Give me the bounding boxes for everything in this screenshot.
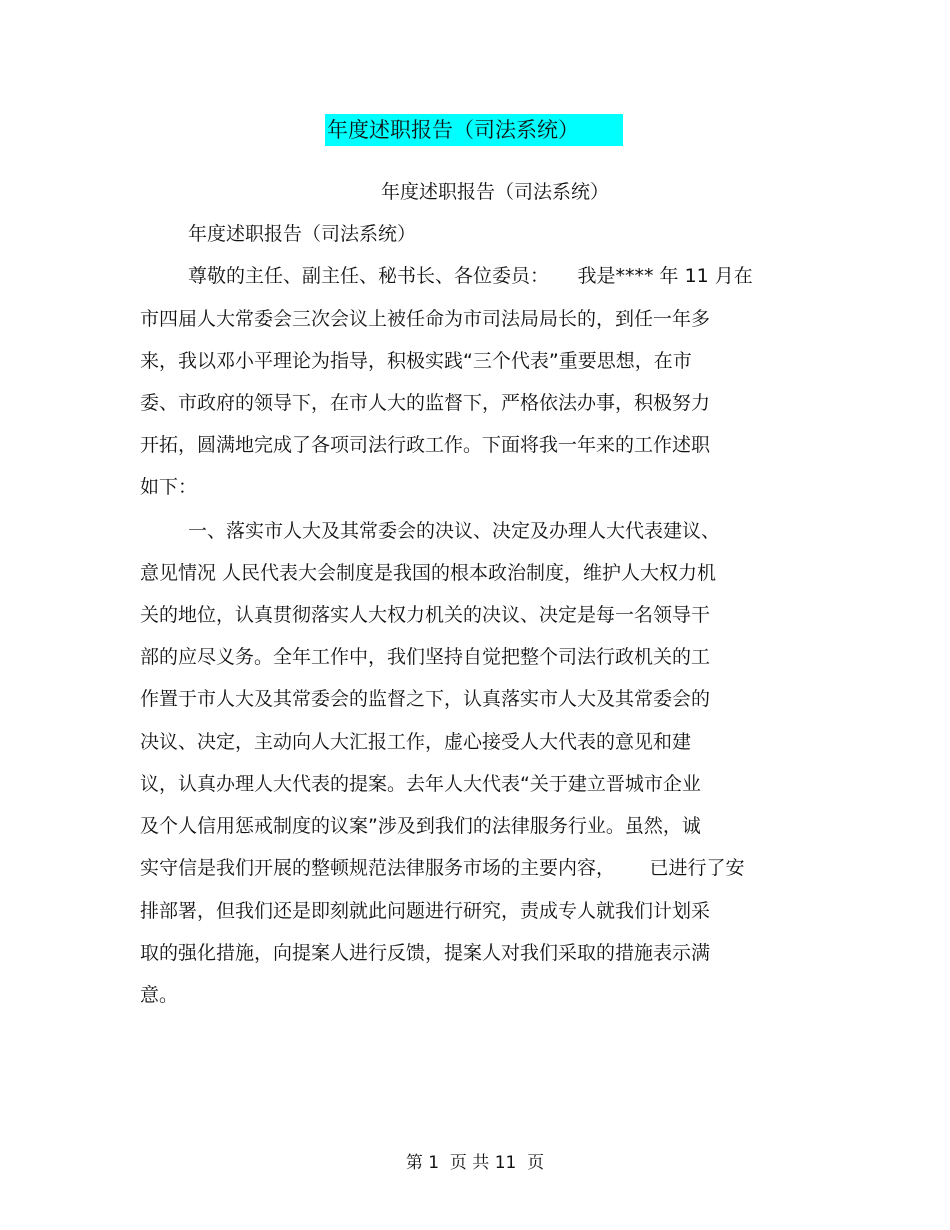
body-line: 及个人信用惩戒制度的议案”涉及到我们的法律服务行业。虽然，诚 [140, 815, 701, 837]
body-line: 委、市政府的领导下，在市人大的监督下，严格依法办事，积极努力 [140, 392, 711, 414]
body-line: 尊敬的主任、副主任、秘书长、各位委员： 我是**** 年 11 月在 [188, 265, 753, 287]
body-line: 意。 [140, 984, 179, 1006]
body-line: 关的地位，认真贯彻落实人大权力机关的决议、决定是每一名领导干 [140, 604, 711, 626]
body-line: 作置于市人大及其常委会的监督之下，认真落实市人大及其常委会的 [140, 688, 711, 710]
body-line: 来，我以邓小平理论为指导，积极实践“三个代表”重要思想，在市 [140, 350, 692, 372]
body-line: 市四届人大常委会三次会议上被任命为市司法局局长的，到任一年多 [140, 308, 711, 330]
highlighted-title: 年度述职报告（司法系统） [325, 114, 623, 146]
body-line: 决议、决定，主动向人大汇报工作，虚心接受人大代表的意见和建 [140, 731, 692, 753]
page-number-footer: 第 1 页 共 11 页 [405, 1153, 545, 1173]
body-line: 如下： [140, 476, 198, 498]
body-line: 年度述职报告（司法系统） [188, 223, 417, 245]
body-line: 取的强化措施，向提案人进行反馈，提案人对我们采取的措施表示满 [140, 942, 711, 964]
body-line: 实守信是我们开展的整顿规范法律服务市场的主要内容， 已进行了安 [140, 857, 745, 879]
body-line: 议，认真办理人大代表的提案。去年人大代表“关于建立晋城市企业 [140, 773, 701, 795]
document-subtitle: 年度述职报告（司法系统） [380, 181, 609, 203]
body-line: 部的应尽义务。全年工作中，我们坚持自觉把整个司法行政机关的工 [140, 646, 711, 668]
body-line: 一、落实市人大及其常委会的决议、决定及办理人大代表建议、 [188, 520, 721, 542]
body-line: 意见情况 人民代表大会制度是我国的根本政治制度，维护人大权力机 [140, 562, 717, 584]
body-line: 排部署，但我们还是即刻就此问题进行研究，责成专人就我们计划采 [140, 900, 711, 922]
body-line: 开拓，圆满地完成了各项司法行政工作。下面将我一年来的工作述职 [140, 434, 711, 456]
